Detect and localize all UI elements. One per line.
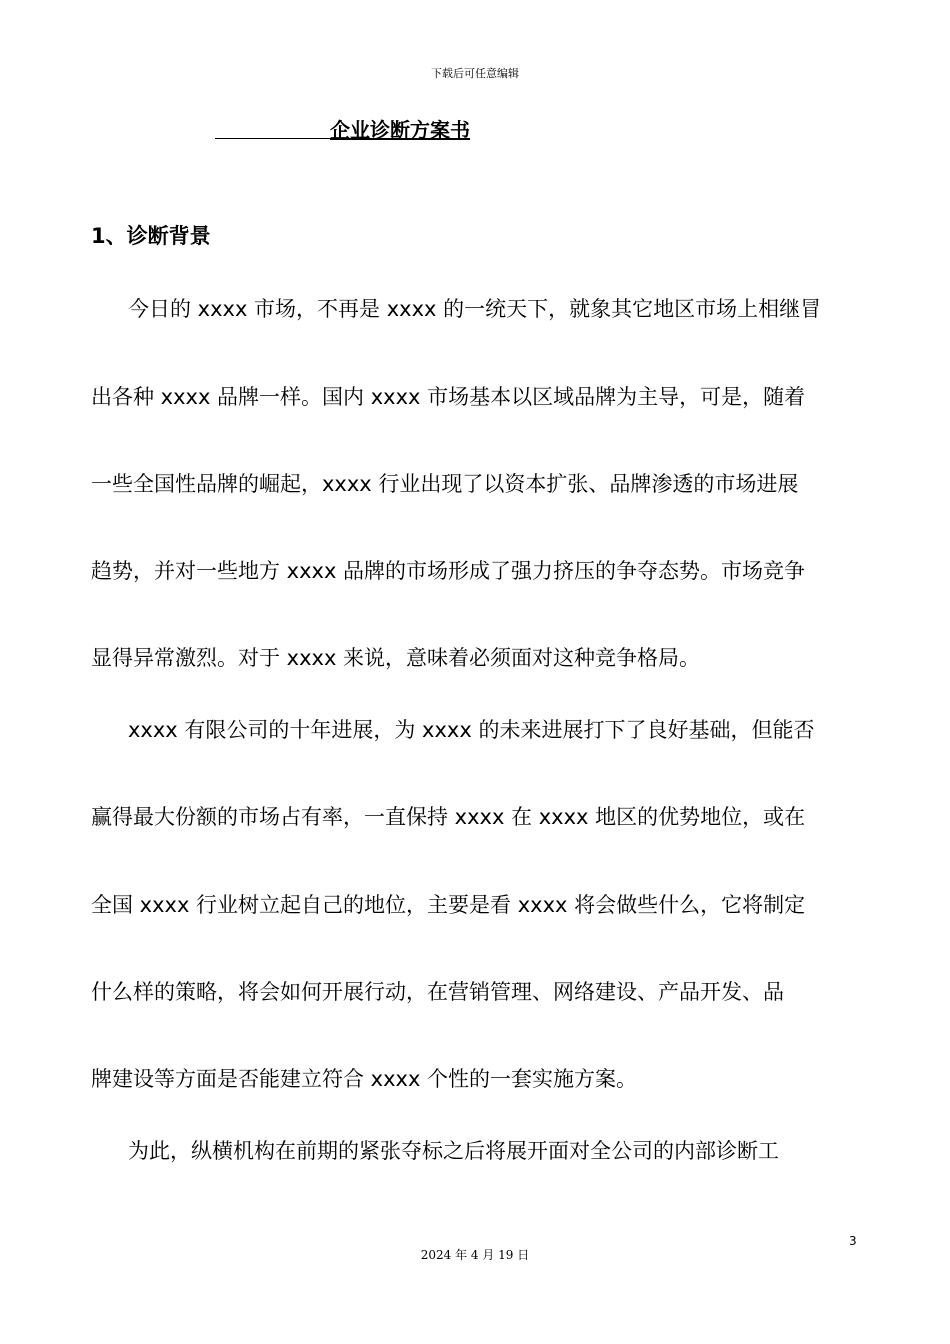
footer-date: 2024 年 4 月 19 日 — [420, 1248, 530, 1262]
paragraph-line: 牌建设等方面是否能建立符合 xxxx 个性的一套实施方案。 — [91, 1067, 638, 1091]
paragraph-line: 一些全国性品牌的崛起，xxxx 行业出现了以资本扩张、品牌渗透的市场进展 — [91, 472, 799, 496]
paragraph-line: 全国 xxxx 行业树立起自己的地位，主要是看 xxxx 将会做些什么，它将制定 — [91, 893, 806, 917]
page-number: 3 — [849, 1234, 857, 1248]
document-title — [215, 116, 470, 144]
paragraph-line: 趋势，并对一些地方 xxxx 品牌的市场形成了强力挤压的争夺态势。市场竞争 — [91, 559, 806, 583]
paragraph-line: 出各种 xxxx 品牌一样。国内 xxxx 市场基本以区域品牌为主导，可是，随着 — [91, 385, 806, 409]
section-heading: 1、诊断背景 — [91, 224, 211, 248]
paragraph-line: 什么样的策略，将会如何开展行动，在营销管理、网络建设、产品开发、品 — [91, 980, 784, 1004]
page-header-note: 下载后可任意编辑 — [431, 67, 519, 80]
paragraph-line: xxxx 有限公司的十年进展，为 xxxx 的未来进展打下了良好基础，但能否 — [128, 718, 815, 742]
paragraph-line: 为此，纵横机构在前期的紧张夺标之后将展开面对全公司的内部诊断工 — [128, 1139, 779, 1163]
title-underline-lead — [215, 116, 330, 139]
paragraph-line: 赢得最大份额的市场占有率，一直保持 xxxx 在 xxxx 地区的优势地位，或在 — [91, 805, 806, 829]
paragraph-line: 显得异常激烈。对于 xxxx 来说，意味着必须面对这种竞争格局。 — [91, 646, 701, 670]
document-title-text: 企业诊断方案书 — [330, 118, 470, 142]
paragraph-line: 今日的 xxxx 市场，不再是 xxxx 的一统天下，就象其它地区市场上相继冒 — [128, 297, 822, 321]
